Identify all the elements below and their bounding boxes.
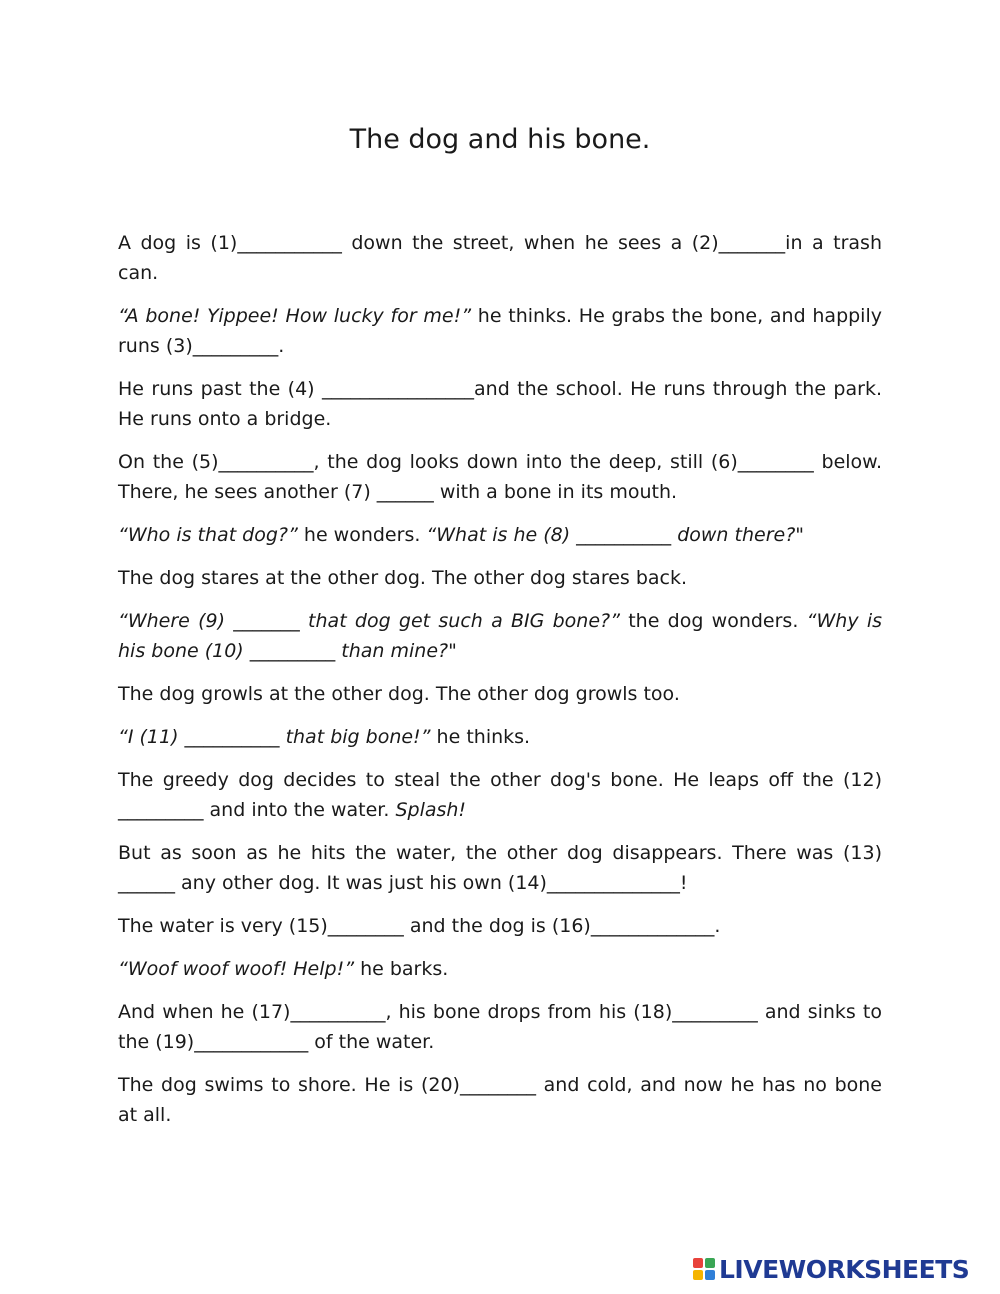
dialogue-text: “A bone! Yippee! How lucky for me!” <box>118 305 472 327</box>
dialogue-text: “Woof woof woof! Help!” <box>118 958 355 980</box>
narration-text: On the (5)__________, the dog looks down into the deep, still (6)________ below. There, he sees another (7) ______ with a bone in its mouth. <box>118 451 882 503</box>
narration-text: He runs past the (4) ________________and the school. He runs through the park. He runs onto a bridge. <box>118 378 882 430</box>
story-paragraph-4 <box>118 447 882 507</box>
dialogue-text: Splash! <box>395 799 467 821</box>
narration-text: The dog swims to shore. He is (20)________ and cold, and now he has no bone at all. <box>118 1074 882 1126</box>
narration-text: But as soon as he hits the water, the other dog disappears. There was (13) ______ any other dog. It was just his own (14)______________! <box>118 842 882 894</box>
narration-text: he thinks. <box>430 726 531 748</box>
narration-text: he thinks. He grabs the bone, and happily runs (3)_________. <box>118 305 882 357</box>
story-paragraph-2 <box>118 301 882 361</box>
narration-text: he wonders. <box>297 524 427 546</box>
dialogue-text: “Where (9) _______ that dog get such a BIG bone?” <box>118 610 620 632</box>
narration-text: he barks. <box>354 958 449 980</box>
logo-square-green <box>705 1258 715 1268</box>
story-paragraph-10 <box>118 765 882 825</box>
story-paragraph-7 <box>118 606 882 666</box>
story-paragraph-9 <box>118 722 882 752</box>
story-paragraph-8 <box>118 679 882 709</box>
dialogue-text: “I (11) __________ that big bone!” <box>118 726 431 748</box>
logo-square-yellow <box>693 1270 703 1280</box>
logo-mark-icon <box>693 1258 715 1280</box>
story-paragraph-3 <box>118 374 882 434</box>
story-paragraph-12 <box>118 911 882 941</box>
story-body <box>118 228 882 1143</box>
narration-text: The dog stares at the other dog. The other dog stares back. <box>118 567 688 589</box>
narration-text: A dog is (1)___________ down the street, when he sees a (2)_______in a trash can. <box>118 232 882 284</box>
story-paragraph-15 <box>118 1070 882 1130</box>
story-paragraph-1 <box>118 228 882 288</box>
logo-square-red <box>693 1258 703 1268</box>
logo-text: LIVEWORKSHEETS <box>719 1254 970 1284</box>
story-paragraph-13 <box>118 954 882 984</box>
dialogue-text: “Why is his bone (10) _________ than mine?" <box>118 610 882 662</box>
story-paragraph-14 <box>118 997 882 1057</box>
narration-text: The water is very (15)________ and the dog is (16)_____________. <box>118 915 721 937</box>
narration-text: And when he (17)__________, his bone drops from his (18)_________ and sinks to the (19)____________ of the water. <box>118 1001 882 1053</box>
story-paragraph-11 <box>118 838 882 898</box>
narration-text: the dog wonders. <box>619 610 807 632</box>
narration-text: The dog growls at the other dog. The other dog growls too. <box>118 683 680 705</box>
page-title: The dog and his bone. <box>349 124 651 155</box>
story-paragraph-6 <box>118 563 882 593</box>
dialogue-text: “Who is that dog?” <box>118 524 298 546</box>
logo-square-blue <box>705 1270 715 1280</box>
story-paragraph-5 <box>118 520 882 550</box>
dialogue-text: “What is he (8) __________ down there?" <box>426 524 805 546</box>
narration-text: The greedy dog decides to steal the other dog's bone. He leaps off the (12) _________ and into the water. <box>118 769 882 821</box>
liveworksheets-logo <box>693 1254 969 1284</box>
